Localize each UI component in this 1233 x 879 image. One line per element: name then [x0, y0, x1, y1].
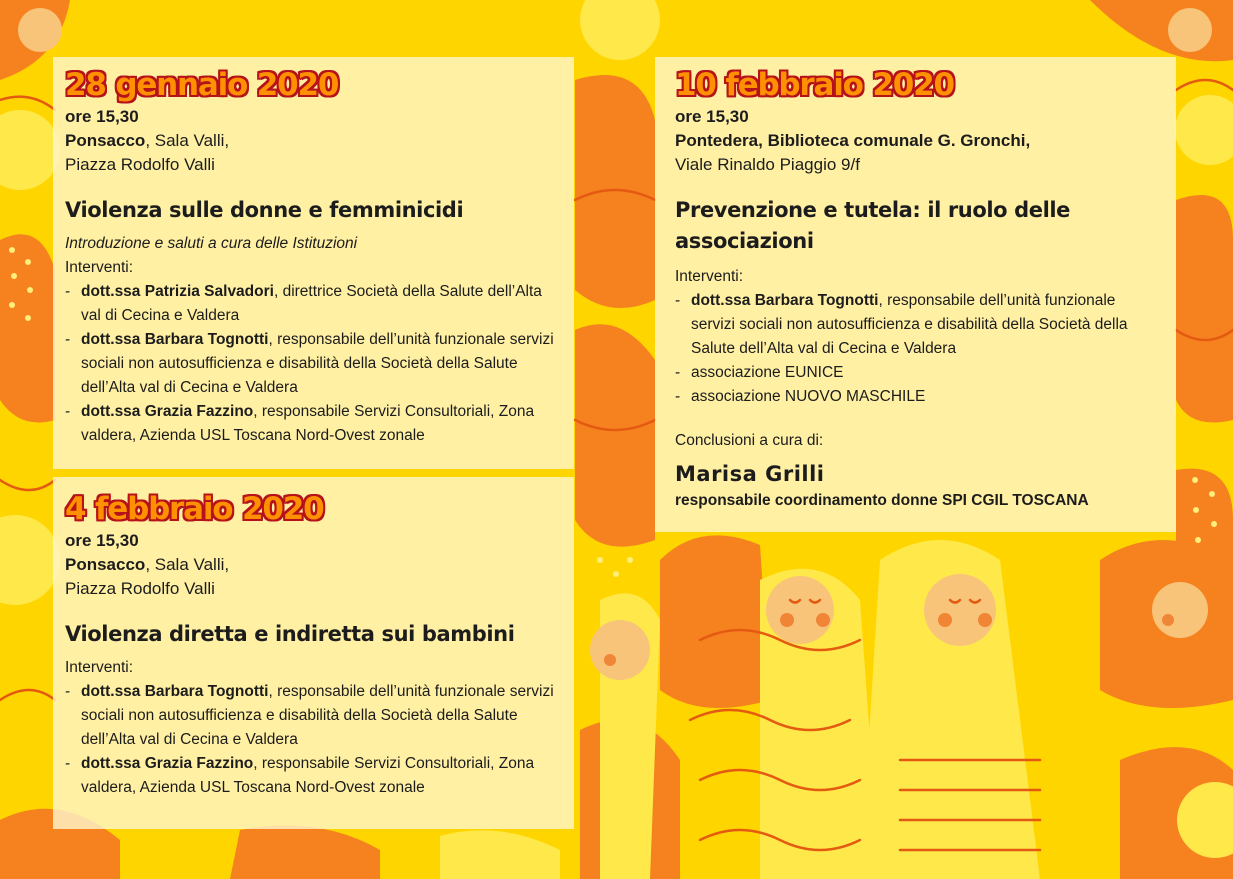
speaker-role: associazione EUNICE [691, 364, 844, 381]
speaker-role: , responsabile dell’unità funzionale servizi sociali non autosufficienza e disabilità della Società della Salute dell’Alta val di Cecina e Valdera [691, 292, 1128, 357]
event-place: Pontedera, Biblioteca comunale G. Gronchi, [675, 131, 1031, 150]
event-city: Ponsacco [65, 555, 146, 574]
interventi-label: Interventi: [65, 659, 134, 676]
event-venue: , Sala Valli, [145, 555, 230, 574]
event-address: Piazza Rodolfo Valli [65, 579, 215, 598]
speaker-name: dott.ssa Patrizia Salvadori [81, 283, 274, 300]
interventi-label: Interventi: [675, 268, 744, 285]
event-place [65, 553, 574, 577]
event-address: Piazza Rodolfo Valli [65, 155, 215, 174]
speaker-item [675, 385, 1176, 409]
speaker-list [675, 289, 1176, 409]
event-title-line-1: Prevenzione e tutela: il ruolo delle [675, 198, 1071, 222]
event-title: Violenza sulle donne e femminicidi [65, 198, 464, 222]
conclusion-role: responsabile coordinamento donne SPI CGIL TOSCANA [675, 492, 1089, 509]
event-title [675, 195, 1176, 257]
list-dash: - [65, 755, 71, 772]
speaker-list [65, 680, 574, 800]
event-date: 28 gennaio 2020 [65, 67, 339, 103]
list-dash: - [675, 292, 681, 309]
speaker-name: dott.ssa Barbara Tognotti [81, 683, 269, 700]
speaker-role: , responsabile Servizi Consultoriali, Zona valdera, Azienda USL Toscana Nord-Ovest zonale [81, 403, 535, 444]
list-dash: - [65, 683, 71, 700]
speaker-role: associazione NUOVO MASCHILE [691, 388, 926, 405]
event-panel-2 [53, 477, 574, 829]
event-panel-1 [53, 57, 574, 469]
event-place [65, 129, 574, 153]
speaker-item [65, 280, 574, 328]
event-intro: Introduzione e saluti a cura delle Istituzioni [65, 235, 358, 252]
event-title-line-2: associazioni [675, 229, 814, 253]
event-date: 10 febbraio 2020 [675, 67, 954, 103]
event-venue: , Sala Valli, [145, 131, 230, 150]
list-dash: - [675, 388, 681, 405]
event-time: ore 15,30 [65, 107, 139, 126]
event-title: Violenza diretta e indiretta sui bambini [65, 622, 515, 646]
interventi-label: Interventi: [65, 259, 134, 276]
speaker-item [65, 400, 574, 448]
speaker-item [65, 680, 574, 752]
list-dash: - [65, 403, 71, 420]
speaker-item [675, 361, 1176, 385]
speaker-role: , responsabile dell’unità funzionale servizi sociali non autosufficienza e disabilità della Società della Salute dell’Alta val di Cecina e Valdera [81, 683, 554, 748]
event-address: Viale Rinaldo Piaggio 9/f [675, 155, 860, 174]
speaker-item [65, 752, 574, 800]
event-time: ore 15,30 [65, 531, 139, 550]
speaker-list [65, 280, 574, 448]
conclusion-name: Marisa Grilli [675, 462, 825, 486]
speaker-role: , responsabile Servizi Consultoriali, Zona valdera, Azienda USL Toscana Nord-Ovest zonale [81, 755, 535, 796]
speaker-name: dott.ssa Grazia Fazzino [81, 403, 254, 420]
speaker-role: , responsabile dell’unità funzionale servizi sociali non autosufficienza e disabilità della Società della Salute dell’Alta val di Cecina e Valdera [81, 331, 554, 396]
event-panel-3 [655, 57, 1176, 532]
speaker-item [675, 289, 1176, 361]
speaker-name: dott.ssa Barbara Tognotti [81, 331, 269, 348]
speaker-role: , direttrice Società della Salute dell’Alta val di Cecina e Valdera [81, 283, 542, 324]
event-time: ore 15,30 [675, 107, 749, 126]
speaker-name: dott.ssa Barbara Tognotti [691, 292, 879, 309]
event-date: 4 febbraio 2020 [65, 491, 324, 527]
speaker-item [65, 328, 574, 400]
list-dash: - [65, 331, 71, 348]
event-city: Ponsacco [65, 131, 146, 150]
list-dash: - [675, 364, 681, 381]
speaker-name: dott.ssa Grazia Fazzino [81, 755, 254, 772]
conclusion-label: Conclusioni a cura di: [675, 432, 824, 449]
list-dash: - [65, 283, 71, 300]
